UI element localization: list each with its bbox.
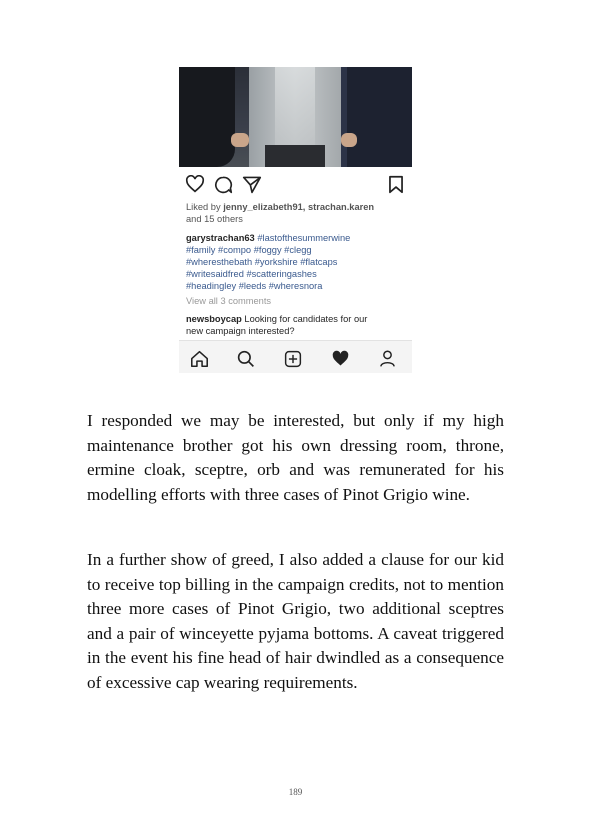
likes-suffix[interactable]: and 15 others	[186, 213, 243, 224]
caption-hashtags[interactable]: #writesaidfred #scatteringashes	[186, 269, 317, 279]
profile-icon[interactable]	[379, 350, 396, 368]
search-icon[interactable]	[237, 350, 255, 368]
activity-heart-icon[interactable]	[331, 350, 350, 367]
caption-username[interactable]: garystrachan63	[186, 233, 255, 243]
bookmark-icon[interactable]	[388, 175, 404, 194]
likes-prefix: Liked by	[186, 202, 224, 212]
home-icon[interactable]	[190, 350, 209, 368]
post-action-bar	[185, 175, 407, 195]
heart-icon[interactable]	[185, 175, 205, 193]
view-all-comments-link[interactable]: View all 3 comments	[186, 296, 272, 306]
post-photo	[179, 67, 412, 167]
comment-icon[interactable]	[213, 175, 233, 194]
instagram-post-screenshot	[179, 67, 412, 373]
body-paragraph-1: I responded we may be interested, but only if my high maintenance brother got his own dressing room, throne, ermine cloak, sceptre, orb and was remunerated for his modelling efforts with three cases of Pinot Grigio wine.	[87, 411, 504, 504]
caption-hashtags[interactable]: #headingley #leeds #wheresnora	[186, 281, 323, 291]
add-post-icon[interactable]	[284, 350, 302, 368]
bottom-nav-bar	[179, 340, 412, 373]
share-icon[interactable]	[242, 175, 262, 194]
comment-username[interactable]: newsboycap	[186, 314, 242, 324]
comment-text: Looking for candidates for our	[241, 314, 368, 324]
comment	[186, 313, 408, 337]
post-caption	[186, 232, 410, 292]
caption-hashtags[interactable]: #family #compo #foggy #clegg	[186, 245, 312, 255]
page-number: 189	[288, 787, 303, 797]
likes-text	[186, 202, 408, 225]
caption-hashtag[interactable]: #lastofthesummerwine	[257, 233, 351, 243]
comment-text-cont: new campaign interested?	[186, 326, 295, 336]
likes-users[interactable]: jenny_elizabeth91, strachan.karen	[223, 202, 375, 212]
caption-hashtags[interactable]: #wheresthebath #yorkshire #flatcaps	[186, 257, 338, 267]
body-paragraph-2: In a further show of greed, I also added a clause for our kid to receive top billing in the campaign credits, not to mention three more cases of Pinot Grigio, two additional sceptres and a pair of winceyette pyjama bottoms. A caveat triggered in the event his fine head of hair dwindled as a consequence of excessive cap wearing requirements.	[87, 550, 504, 692]
